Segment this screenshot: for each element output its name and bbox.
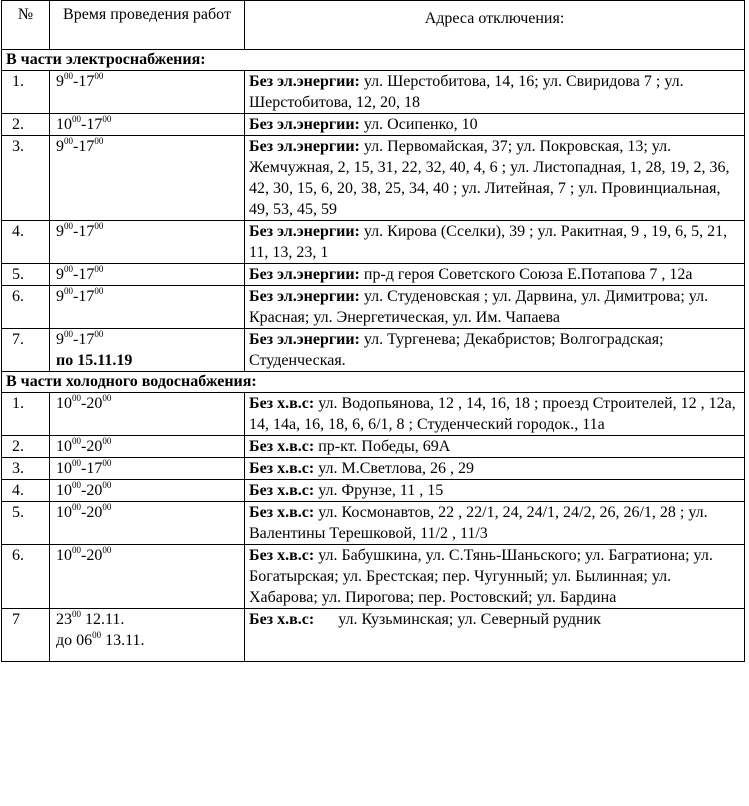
table-row	[2, 221, 745, 264]
work-time: $10^{00}-17^{00}$	[50, 458, 245, 480]
outage-label: Без х.в.с:	[249, 395, 315, 412]
header-addresses: Адреса отключения:	[245, 1, 745, 50]
time-start: 9	[56, 266, 64, 283]
address-list: ул. Кузьминская; ул. Северный рудник	[338, 611, 601, 628]
work-time: $10^{00}-20^{00}$	[50, 480, 245, 502]
start-date: 12.11.	[85, 611, 125, 628]
table-row	[2, 436, 745, 458]
time-start-minutes: 00	[72, 458, 81, 468]
section-title: В части электроснабжения:	[2, 50, 745, 71]
time-start-minutes: 00	[72, 545, 81, 555]
addresses	[245, 502, 745, 545]
address-list: ул. Шерстобитова, 14, 16; ул. Свиридова 7 ; ул. Шерстобитова, 12, 20, 18	[249, 73, 684, 111]
row-number: 2.	[2, 114, 50, 136]
time-start-minutes: 00	[64, 264, 73, 274]
address-list: пр-д героя Советского Союза Е.Потапова 7 , 12а	[363, 266, 693, 283]
outage-label: Без х.в.с:	[249, 460, 315, 477]
section-row	[2, 50, 745, 71]
addresses	[245, 264, 745, 286]
row-number: 4.	[2, 221, 50, 264]
outage-label: Без х.в.с:	[249, 504, 315, 521]
time-start: 10	[56, 395, 72, 412]
time-end-minutes: 00	[94, 136, 104, 146]
outage-label: Без х.в.с:	[249, 482, 315, 499]
time-end: 17	[86, 460, 103, 477]
time-start-minutes: 00	[64, 221, 73, 231]
time-start: 9	[56, 223, 64, 240]
row-number: 3.	[2, 458, 50, 480]
table-row	[2, 329, 745, 372]
time-end-minutes: 00	[102, 502, 112, 512]
time-start-minutes: 00	[72, 114, 81, 124]
outage-label: Без эл.энергии:	[249, 138, 360, 155]
header-num: №	[2, 1, 50, 50]
address-list: ул. Осипенко, 10	[363, 116, 478, 133]
time-end: 20	[86, 547, 103, 564]
time-end-minutes: 00	[102, 480, 112, 490]
address-list: ул. Кирова (Сселки), 39 ; ул. Ракитная, 9 , 19, 6, 5, 21, 11, 13, 23, 1	[249, 223, 728, 261]
time-start-minutes: 00	[72, 502, 81, 512]
work-time: $9^{00}-17^{00}$ по 15.11.19	[50, 329, 245, 372]
table-row	[2, 393, 745, 436]
time-end-minutes: 00	[92, 630, 102, 640]
work-time	[50, 609, 245, 662]
time-start: 10	[56, 482, 72, 499]
work-time: $10^{00}-20^{00}$	[50, 436, 245, 458]
outage-label: Без эл.энергии:	[249, 266, 360, 283]
row-number: 4.	[2, 480, 50, 502]
time-end: 20	[86, 504, 103, 521]
time-start-minutes: 00	[72, 609, 81, 619]
time-end-minutes: 00	[102, 436, 112, 446]
work-time: $10^{00}-20^{00}$	[50, 502, 245, 545]
addresses	[245, 221, 745, 264]
time-start: 23	[56, 611, 72, 628]
table-row	[2, 458, 745, 480]
time-end: 17	[78, 266, 95, 283]
time-end-minutes: 00	[102, 114, 112, 124]
time-end: 17	[78, 223, 95, 240]
table-row	[2, 545, 745, 609]
outage-label: Без х.в.с:	[249, 547, 315, 564]
time-end: 17	[78, 331, 95, 348]
addresses	[245, 393, 745, 436]
time-end: до 06	[56, 632, 93, 649]
time-end-minutes: 00	[94, 221, 104, 231]
address-list: ул. Бабушкина, ул. С.Тянь-Шаньского; ул. Багратиона; ул. Богатырская; ул. Брестская; пер. Чугунный; ул. Былинная; ул. Хабарова; ул. Пирогова; пер. Ростовский; ул. Бардина	[249, 547, 713, 606]
row-number: 7	[2, 609, 50, 662]
address-list: пр-кт. Победы, 69А	[318, 438, 451, 455]
row-number: 6.	[2, 286, 50, 329]
table-row	[2, 502, 745, 545]
time-start: 9	[56, 73, 64, 90]
table-header-row	[2, 1, 745, 50]
table-row	[2, 480, 745, 502]
address-list: ул. Студеновская ; ул. Дарвина, ул. Димитрова; ул. Красная; ул. Энергетическая, ул. Им. Чапаева	[249, 288, 709, 326]
addresses	[245, 609, 745, 662]
row-number: 5.	[2, 502, 50, 545]
work-time: $9^{00}-17^{00}$	[50, 264, 245, 286]
addresses	[245, 436, 745, 458]
address-list: ул. Тургенева; Декабристов; Волгоградская; Студенческая.	[249, 331, 664, 369]
table-row	[2, 264, 745, 286]
outage-label: Без эл.энергии:	[249, 116, 360, 133]
address-list: ул. Водопьянова, 12 , 14, 16, 18 ; проезд Строителей, 12 , 12а, 14, 14а, 16, 18, 6, 6/1, 8 ; Студенческий городок., 11а	[249, 395, 736, 433]
addresses	[245, 71, 745, 114]
time-end-minutes: 00	[102, 545, 112, 555]
outage-label: Без эл.энергии:	[249, 73, 360, 90]
time-start-minutes: 00	[64, 136, 73, 146]
row-number: 1.	[2, 71, 50, 114]
time-start-minutes: 00	[64, 329, 73, 339]
work-time: $10^{00}-20^{00}$	[50, 545, 245, 609]
work-time: $10^{00}-17^{00}$	[50, 114, 245, 136]
work-time: $9^{00}-17^{00}$	[50, 221, 245, 264]
outage-label: Без х.в.с:	[249, 438, 315, 455]
table-row	[2, 136, 745, 221]
addresses	[245, 136, 745, 221]
outage-label: Без эл.энергии:	[249, 288, 360, 305]
row-number: 2.	[2, 436, 50, 458]
time-end: 17	[78, 288, 95, 305]
address-list: ул. Фрунзе, 11 , 15	[318, 482, 444, 499]
work-time: $9^{00}-17^{00}$	[50, 136, 245, 221]
row-number: 1.	[2, 393, 50, 436]
table-row	[2, 71, 745, 114]
time-start: 9	[56, 288, 64, 305]
row-number: 6.	[2, 545, 50, 609]
time-end: 17	[78, 138, 95, 155]
work-time: $9^{00}-17^{00}$	[50, 286, 245, 329]
work-time: $9^{00}-17^{00}$	[50, 71, 245, 114]
time-end-minutes: 00	[94, 264, 104, 274]
outage-label: Без эл.энергии:	[249, 331, 360, 348]
row-number: 7.	[2, 329, 50, 372]
time-end-minutes: 00	[94, 71, 104, 81]
time-end: 17	[86, 116, 103, 133]
addresses	[245, 114, 745, 136]
time-start-minutes: 00	[72, 480, 81, 490]
time-end-minutes: 00	[94, 329, 104, 339]
time-start: 9	[56, 331, 64, 348]
address-list: ул. М.Светлова, 26 , 29	[318, 460, 474, 477]
time-start: 9	[56, 138, 64, 155]
time-start-minutes: 00	[72, 436, 81, 446]
section-row	[2, 372, 745, 393]
address-list: ул. Космонавтов, 22 , 22/1, 24, 24/1, 24/2, 26, 26/1, 28 ; ул. Валентины Терешковой, 11/2 , 11/3	[249, 504, 708, 542]
time-extra: по 15.11.19	[56, 352, 133, 369]
addresses	[245, 329, 745, 372]
time-start: 10	[56, 504, 72, 521]
work-time: $10^{00}-20^{00}$	[50, 393, 245, 436]
table-row	[2, 609, 745, 662]
time-end: 20	[86, 395, 103, 412]
address-list: ул. Первомайская, 37; ул. Покровская, 13; ул. Жемчужная, 2, 15, 31, 22, 32, 40, 4, 6 ; ул. Листопадная, 1, 28, 19, 2, 36, 42, 30, 15, 6, 20, 38, 25, 34, 40 ; ул. Литейная, 7 ; ул. Провинциальная, 49, 53, 45, 59	[249, 138, 730, 218]
addresses	[245, 458, 745, 480]
outage-table	[1, 0, 745, 662]
outage-label: Без эл.энергии:	[249, 223, 360, 240]
time-start: 10	[56, 116, 72, 133]
addresses	[245, 545, 745, 609]
table-row	[2, 114, 745, 136]
time-start-minutes: 00	[64, 71, 73, 81]
time-end-minutes: 00	[102, 458, 112, 468]
time-end-minutes: 00	[94, 286, 104, 296]
time-start-minutes: 00	[72, 393, 81, 403]
row-number: 3.	[2, 136, 50, 221]
section-title: В части холодного водоснабжения:	[2, 372, 745, 393]
outage-label: Без х.в.с:	[249, 611, 315, 628]
row-number: 5.	[2, 264, 50, 286]
time-start: 10	[56, 547, 72, 564]
end-date: 13.11.	[105, 632, 145, 649]
time-start-minutes: 00	[64, 286, 73, 296]
table-row	[2, 286, 745, 329]
time-end: 17	[78, 73, 95, 90]
addresses	[245, 480, 745, 502]
header-time: Время проведения работ	[50, 1, 245, 50]
time-end: 20	[86, 438, 103, 455]
time-end-minutes: 00	[102, 393, 112, 403]
time-end: 20	[86, 482, 103, 499]
time-start: 10	[56, 460, 72, 477]
time-start: 10	[56, 438, 72, 455]
addresses	[245, 286, 745, 329]
